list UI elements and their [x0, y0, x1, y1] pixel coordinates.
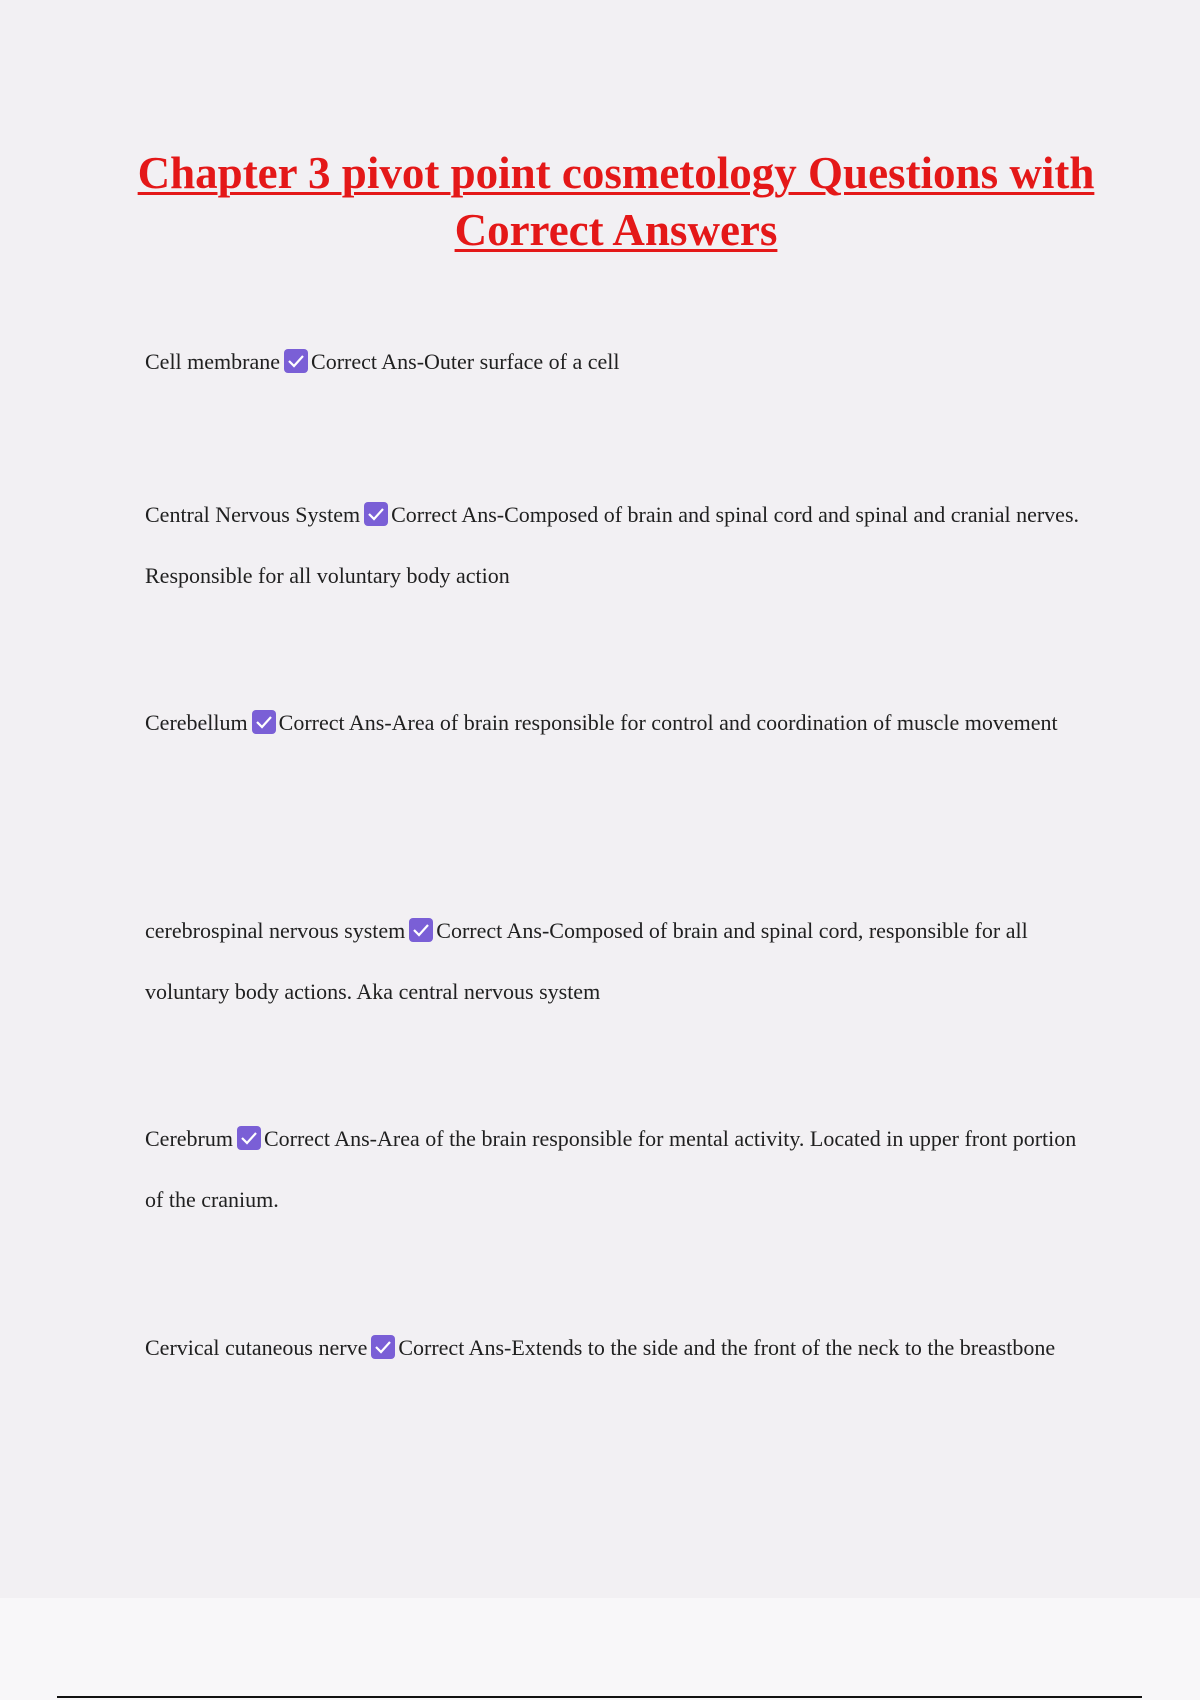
qa-answer: Correct Ans-Area of brain responsible for control and coordination of muscle movement [278, 710, 1058, 735]
qa-term: Cerebrum [145, 1126, 233, 1151]
qa-answer: Correct Ans-Outer surface of a cell [311, 349, 620, 374]
checkbox-checked-icon [364, 502, 388, 526]
checkbox-checked-icon [409, 918, 433, 942]
page-title: Chapter 3 pivot point cosmetology Questions with Correct Answers [137, 148, 1095, 255]
qa-item [145, 484, 1095, 606]
qa-term: Cervical cutaneous nerve [145, 1335, 368, 1360]
qa-item [145, 1317, 1095, 1378]
qa-answer: Correct Ans-Composed of brain and spinal cord and spinal and cranial nerves. Responsible for all voluntary body action [145, 502, 1080, 588]
checkbox-checked-icon [371, 1335, 395, 1359]
qa-item [145, 692, 1095, 753]
qa-answer: Correct Ans-Extends to the side and the front of the neck to the breastbone [398, 1335, 1056, 1360]
qa-item [145, 1108, 1095, 1230]
page-divider [57, 1696, 1142, 1698]
qa-item [145, 331, 1095, 392]
qa-item [145, 900, 1095, 1022]
checkbox-checked-icon [252, 710, 276, 734]
checkbox-checked-icon [284, 349, 308, 373]
qa-answer: Correct Ans-Area of the brain responsible for mental activity. Located in upper front portion of the cranium. [145, 1126, 1077, 1212]
qa-answer: Correct Ans-Composed of brain and spinal cord, responsible for all voluntary body actions. Aka central nervous system [145, 918, 1028, 1004]
checkbox-checked-icon [237, 1126, 261, 1150]
qa-term: Cell membrane [145, 349, 281, 374]
qa-term: cerebrospinal nervous system [145, 918, 406, 943]
qa-term: Cerebellum [145, 710, 248, 735]
qa-term: Central Nervous System [145, 502, 361, 527]
